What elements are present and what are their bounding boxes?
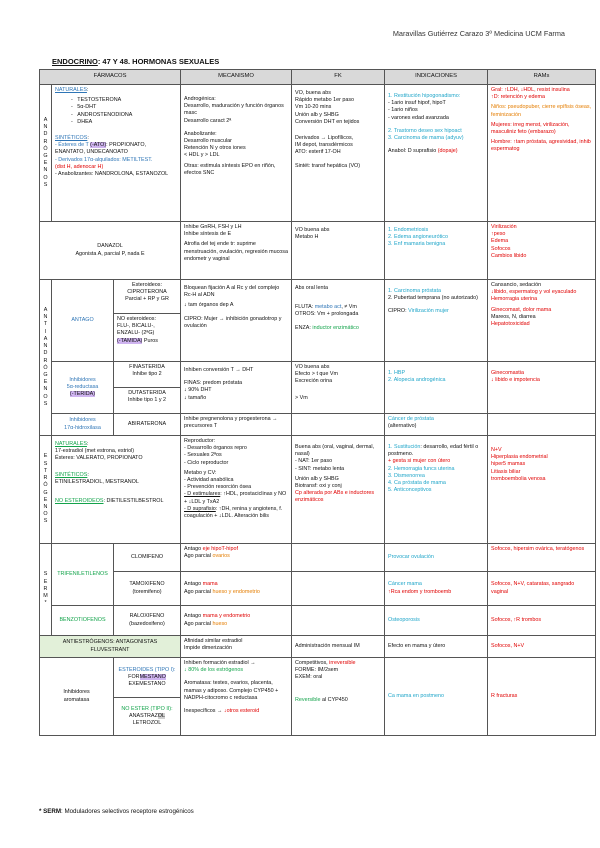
group-letter: M bbox=[43, 593, 48, 600]
group-letter: S bbox=[43, 181, 48, 188]
sinteticos-label: SINTÉTICOS bbox=[55, 135, 88, 142]
title-prefix: ENDOCRINO bbox=[52, 57, 98, 66]
row-tamoxifeno bbox=[40, 572, 596, 606]
danazol-indicaciones: 1. Endometriosis 2. Edema angioneurótico 3. Enf mamaria benigna bbox=[385, 222, 488, 280]
clomifeno: CLOMIFENO bbox=[114, 544, 181, 572]
inhib5-fk: VO buena abs Efecto > t que Vm Excreción orina > Vm bbox=[292, 362, 385, 414]
drug-list-item: - 5α-DHT bbox=[71, 104, 97, 111]
row-raloxifeno bbox=[40, 606, 596, 636]
group-letter: S bbox=[43, 518, 48, 525]
danazol-drug: DANAZOL Agonista A, parcial P, nada E bbox=[40, 222, 181, 280]
inhib5-indicaciones: 1. HBP 2. Alopecia androgénica bbox=[385, 362, 488, 414]
trifeniletilenos-label: TRIFENILETILENOS bbox=[52, 544, 114, 606]
inhib17-fk bbox=[292, 414, 385, 436]
group-antiandrogenos bbox=[40, 280, 52, 436]
antago-indicaciones: 1. Carcinoma próstata 2. Pubertad temprana (no autorizado) CIPRO: Virilización mujer bbox=[385, 280, 488, 362]
estrogenos-rams: N+V Hiperplasia endometrial hiper5 mamas Litiasis biliar tromboembolia venosa bbox=[488, 436, 596, 544]
row-clomifeno bbox=[40, 544, 596, 572]
group-letter: G bbox=[43, 489, 48, 496]
group-letter: A bbox=[43, 307, 48, 314]
header-row bbox=[40, 70, 596, 85]
danazol-fk: VO buena abs Metabo H bbox=[292, 222, 385, 280]
fluvestrant-rams: Sofocos, N+V bbox=[488, 636, 596, 658]
group-letter: Ó bbox=[43, 482, 48, 489]
group-letter: R bbox=[43, 585, 48, 592]
aromatasa-esteroides: ESTEROIDES (TIPO I): FORMESTANO EXEMESTANO bbox=[114, 658, 181, 698]
group-letter: S bbox=[43, 460, 48, 467]
group-letter: O bbox=[43, 174, 48, 181]
raloxifeno-mecanismo: Antago mama y endometrio Ago parcial hueso bbox=[181, 606, 292, 636]
inhib17-mecanismo: Inhibe pregnenolona y progesterona → precursores T bbox=[181, 414, 292, 436]
group-letter: S bbox=[43, 400, 48, 407]
danazol-rams: Virilización ↑peso Edema Sofocos Cambios libido bbox=[488, 222, 596, 280]
raloxifeno: RALOXIFENO (bazedoxifeno) bbox=[114, 606, 181, 636]
group-letter: D bbox=[43, 350, 48, 357]
group-letter: O bbox=[43, 393, 48, 400]
clomifeno-rams: Sofocos, hipersim ovárica, teratógenos bbox=[488, 544, 596, 572]
antago-rams: Cansancio, sedación ↓libido, espermatog y vol eyaculado Hemorragia uterina Ginecomast, dolor mama Mareos, N, diarrea Hepatotoxicidad bbox=[488, 280, 596, 362]
danazol-mecanismo: Inhibe GnRH, FSH y LH Inhibe síntesis de E Atrofia del tej ende tr: suprime menstruación, ovulación, regresión mucosa endometr y vaginal bbox=[181, 222, 292, 280]
group-letter: E bbox=[43, 379, 48, 386]
row-abiraterona bbox=[40, 414, 596, 436]
inhib17-rams bbox=[488, 414, 596, 436]
sinteticos-anabolizantes: - Anabolizantes: NANDROLONA, ESTANOZOL bbox=[55, 171, 169, 178]
inhib5-label: Inhibidores 5α-reductasa (-TERIDA) bbox=[52, 362, 114, 414]
tamoxifeno-mecanismo: Antago mama Ago parcial hueso y endometrio bbox=[181, 572, 292, 606]
fluvestrant-mecanismo: Afinidad similar estradiol Impide dimerización bbox=[181, 636, 292, 658]
group-letter: E bbox=[43, 578, 48, 585]
antago-label: ANTAGO bbox=[52, 280, 114, 362]
drug-list-item: - DHEA bbox=[71, 118, 93, 125]
group-letter: D bbox=[43, 131, 48, 138]
group-letter: N bbox=[43, 124, 48, 131]
aromatasa-indicaciones: Ca mama en postmeno bbox=[385, 658, 488, 736]
group-letter: O bbox=[43, 511, 48, 518]
title-rest: : 47 Y 48. HORMONAS SEXUALES bbox=[97, 57, 220, 66]
antago-esteroideos: Esteroideos: CIPROTERONA Parcial + RP y GR bbox=[114, 280, 181, 314]
drug-table bbox=[39, 69, 596, 736]
group-letter: * bbox=[44, 600, 47, 607]
aromatasa-label: Inhibidores aromatasa bbox=[40, 658, 114, 736]
row-fluvestrant bbox=[40, 636, 596, 658]
document-author: Maravillas Gutiérrez Carazo 3º Medicina UCM Farma bbox=[392, 29, 565, 38]
col-fk: FK bbox=[292, 70, 385, 85]
group-letter: N bbox=[43, 386, 48, 393]
group-letter: T bbox=[43, 467, 48, 474]
androgenos-indicaciones: 1. Restitución hipogonadismo: - 1ario insuf hipof, hipoT - 1ario niños - varones edad avanzada 2. Trastorno deseo sex hipoact 3. Carcinoma de mama (adyuv) Anabol: D suprafisio (dopaje) bbox=[385, 85, 488, 222]
aromatasa-rams: R fracturas bbox=[488, 658, 596, 736]
group-letter: A bbox=[43, 335, 48, 342]
group-androgenos bbox=[40, 85, 52, 222]
drug-list-item: - TESTOSTERONA bbox=[71, 97, 122, 104]
raloxifeno-fk bbox=[292, 606, 385, 636]
estrogenos-drugs: NATURALES: 17-estradiol (met estrona, estriol) Ésteres: VALERATO, PROPIONATO SINTÉTICOS: ETINILESTRADIOL, MESTRANOL NO ESTEROIDEOS: DIETILESTILBESTROL bbox=[52, 436, 181, 544]
inhib5-mecanismo: Inhiben conversión T → DHT FINAS: predom próstata ↓ 90% DHT ↓ tamaño bbox=[181, 362, 292, 414]
clomifeno-mecanismo: Antago eje hipoT-hipof Ago parcial ovarios bbox=[181, 544, 292, 572]
androgenos-mecanismo: Androgénica: Desarrollo, maduración y función órganos masc Desarrollo caract 2ª Anabolizante: Desarrollo muscular Retención N y otros iones < HDL y > LDL Otras: estimula síntesis EPO en riñón, efectos SNC bbox=[181, 85, 292, 222]
estrogenos-fk: Buena abs (oral, vaginal, dermal, nasal) - NAT: 1er paso - SINT: metabo lenta Unión alb y SHBG Biotransf: oxi y conj Cp alterada por ABs e inductores enzimáticos bbox=[292, 436, 385, 544]
row-estrogenos bbox=[40, 436, 596, 544]
group-serm bbox=[40, 544, 52, 636]
dutasterida: DUTASTERIDA Inhibe tipo 1 y 2 bbox=[114, 388, 181, 414]
tamoxifeno-rams: Sofocos, N+V, cataratas, sangrado vaginal bbox=[488, 572, 596, 606]
col-farmacos: FÁRMACOS bbox=[40, 70, 181, 85]
abiraterona: ABIRATERONA bbox=[114, 414, 181, 436]
raloxifeno-indicaciones: Osteoporosis bbox=[385, 606, 488, 636]
col-indicaciones: INDICACIONES bbox=[385, 70, 488, 85]
androgenos-rams: Gral: ↑LDH, ↓HDL, resist insulina ↑D: retención y edema Niños: pseudopuber, cierre epífisis óseas, feminización Mujeres: irreg menst, virilización, masculiniz feto (embarazo) Hombre: ↑tam próstata, agresividad, inhib espermatog bbox=[488, 85, 596, 222]
group-letter: E bbox=[43, 453, 48, 460]
drug-name: DHEA bbox=[77, 118, 93, 125]
col-mecanismo: MECANISMO bbox=[181, 70, 292, 85]
fluvestrant-indicaciones: Efecto en mama y útero bbox=[385, 636, 488, 658]
clomifeno-fk bbox=[292, 544, 385, 572]
antiestrogenos: ANTIESTRÓGENOS: ANTAGONISTAS FLUVESTRANT bbox=[40, 636, 181, 658]
group-estrogenos bbox=[40, 436, 52, 544]
sinteticos-alquilados-note: (dist H, adenocar H) bbox=[55, 163, 104, 170]
aromatasa-mecanismo: Inhiben formación estradiol → ↓ 80% de los estrógenos Aromatasa: testes, ovarios, placenta, mamas y adiposo. Complejo CYP450 + NADPH-citocromo c reductasa Inespecíficos → ↓otros esteroid bbox=[181, 658, 292, 736]
antago-mecanismo: Bloquean fijación A al Rc y del complejo Rc-H al ADN ↓ tam órganos dep A CIPRO: Mujer → inhibición gonadotrop y ovulación bbox=[181, 280, 292, 362]
group-letter: R bbox=[43, 475, 48, 482]
drug-list-item: - ANDROSTENODIONA bbox=[71, 111, 133, 118]
fluvestrant-fk: Administración mensual IM bbox=[292, 636, 385, 658]
benzotiofenos-label: BENZOTIOFENOS bbox=[52, 606, 114, 636]
androgenos-fk: VO, buena abs Rápido metabo 1er paso Vm 10-20 mins Unión alb y SHBG Conversión DHT en tejidos Derivados → Lipofílicos, IM depot, transdérmicos ATO: esterif 17-OH Sintét: transf hepática (VO) bbox=[292, 85, 385, 222]
androgenos-drugs: NATURALES: - TESTOSTERONA - 5α-DHT - ANDROSTENODIONA - DHEA SINTÉTICOS: - Ésteres de T (-ATO): PROPIONATO, ENANTATO, UNDECANOATO - Derivados 17α-alquilados: METILTEST. (dist H, adenocar H) - Anabolizantes: NANDROLONA, ESTANOZOL bbox=[52, 85, 181, 222]
group-letter: N bbox=[43, 314, 48, 321]
group-letter: Ó bbox=[43, 364, 48, 371]
raloxifeno-rams: Sofocos, ↑R trombos bbox=[488, 606, 596, 636]
naturales-label: NATURALES bbox=[55, 87, 87, 93]
group-letter: E bbox=[43, 496, 48, 503]
group-letter: G bbox=[43, 371, 48, 378]
group-letter: A bbox=[43, 116, 48, 123]
finasterida: FINASTERIDA Inhibe tipo 2 bbox=[114, 362, 181, 388]
group-letter: R bbox=[43, 357, 48, 364]
footnote-serm: * SERM: Moduladores selectivos receptore estrogénicos bbox=[39, 808, 194, 815]
inhib17-indicaciones: Cáncer de próstata (alternativo) bbox=[385, 414, 488, 436]
antago-no-esteroideos: NO esteroideos: FLU-, BICALU-, ENZALU- (2ªG) (-TAMIDA) Puros bbox=[114, 314, 181, 362]
row-finasterida bbox=[40, 362, 596, 388]
group-letter: I bbox=[44, 328, 47, 335]
antago-fk: Abs oral lenta FLUTA: metabo act, ≠ Vm OTROS: Vm + prolongada ENZA: inductor enzimático bbox=[292, 280, 385, 362]
group-letter: G bbox=[43, 153, 48, 159]
group-letter: Ó bbox=[43, 145, 48, 152]
tamoxifeno-fk bbox=[292, 572, 385, 606]
clomifeno-indicaciones: Provocar ovulación bbox=[385, 544, 488, 572]
group-letter: N bbox=[43, 343, 48, 350]
drug-name: TESTOSTERONA bbox=[77, 97, 122, 104]
col-rams: RAMs bbox=[488, 70, 596, 85]
group-letter: N bbox=[43, 167, 48, 174]
tamoxifeno-indicaciones: Cáncer mama ↑Rca endom y tromboemb bbox=[385, 572, 488, 606]
estrogenos-indicaciones: 1. Sustitución: desarrollo, edad fértil o postmeno. + gesta si mujer con útero 2. Hemorragia funcs uterina 3. Dismenorrea 4. Ca próstata de mama 5. Anticonceptivos bbox=[385, 436, 488, 544]
drug-name: ANDROSTENODIONA bbox=[77, 111, 133, 118]
tamoxifeno: TAMOXIFENO (toremifeno) bbox=[114, 572, 181, 606]
aromatasa-no-esteroides: NO ESTER (TIPO II): ANASTRAZOL LETROZOL bbox=[114, 698, 181, 736]
group-letter: T bbox=[43, 321, 48, 328]
inhib5-rams: Ginecomastia ↓ libido e impotencia bbox=[488, 362, 596, 414]
group-letter: R bbox=[43, 138, 48, 145]
aromatasa-fk: Competitivos, irreversible FORME: IM/2sem EXEM: oral Reversible al CYP450 bbox=[292, 658, 385, 736]
inhib17-label: Inhibidores 17α-hidroxilasa bbox=[52, 414, 114, 436]
row-androgenos bbox=[40, 85, 596, 222]
group-letter: S bbox=[43, 571, 48, 578]
group-letter: N bbox=[43, 503, 48, 510]
row-aromatasa-esteroides bbox=[40, 658, 596, 698]
row-antago-esteroideos bbox=[40, 280, 596, 314]
document-title bbox=[52, 57, 219, 66]
group-letter: E bbox=[43, 160, 48, 167]
drug-name: 5α-DHT bbox=[77, 104, 97, 111]
row-danazol bbox=[40, 222, 596, 280]
estrogenos-mecanismo: Reproductor: - Desarrollo órganos repro - Sexuales 2ªos - Ciclo reproductor Metabo y CV: - Actividad anabólica - Prevención resorción ósea - D estimulares: ↑HDL, prostaciclinas y NO + ↓LDL y TxA2 - D suprafisio: ↑DH, renina y angiotens, f. coagulación + ↓LDL. Alteración bilis bbox=[181, 436, 292, 544]
sinteticos-esteres: - Ésteres de T (-ATO): PROPIONATO, ENANTATO, UNDECANOATO bbox=[55, 142, 147, 156]
sinteticos-alquilados: - Derivados 17α-alquilados: METILTEST. bbox=[55, 156, 153, 163]
